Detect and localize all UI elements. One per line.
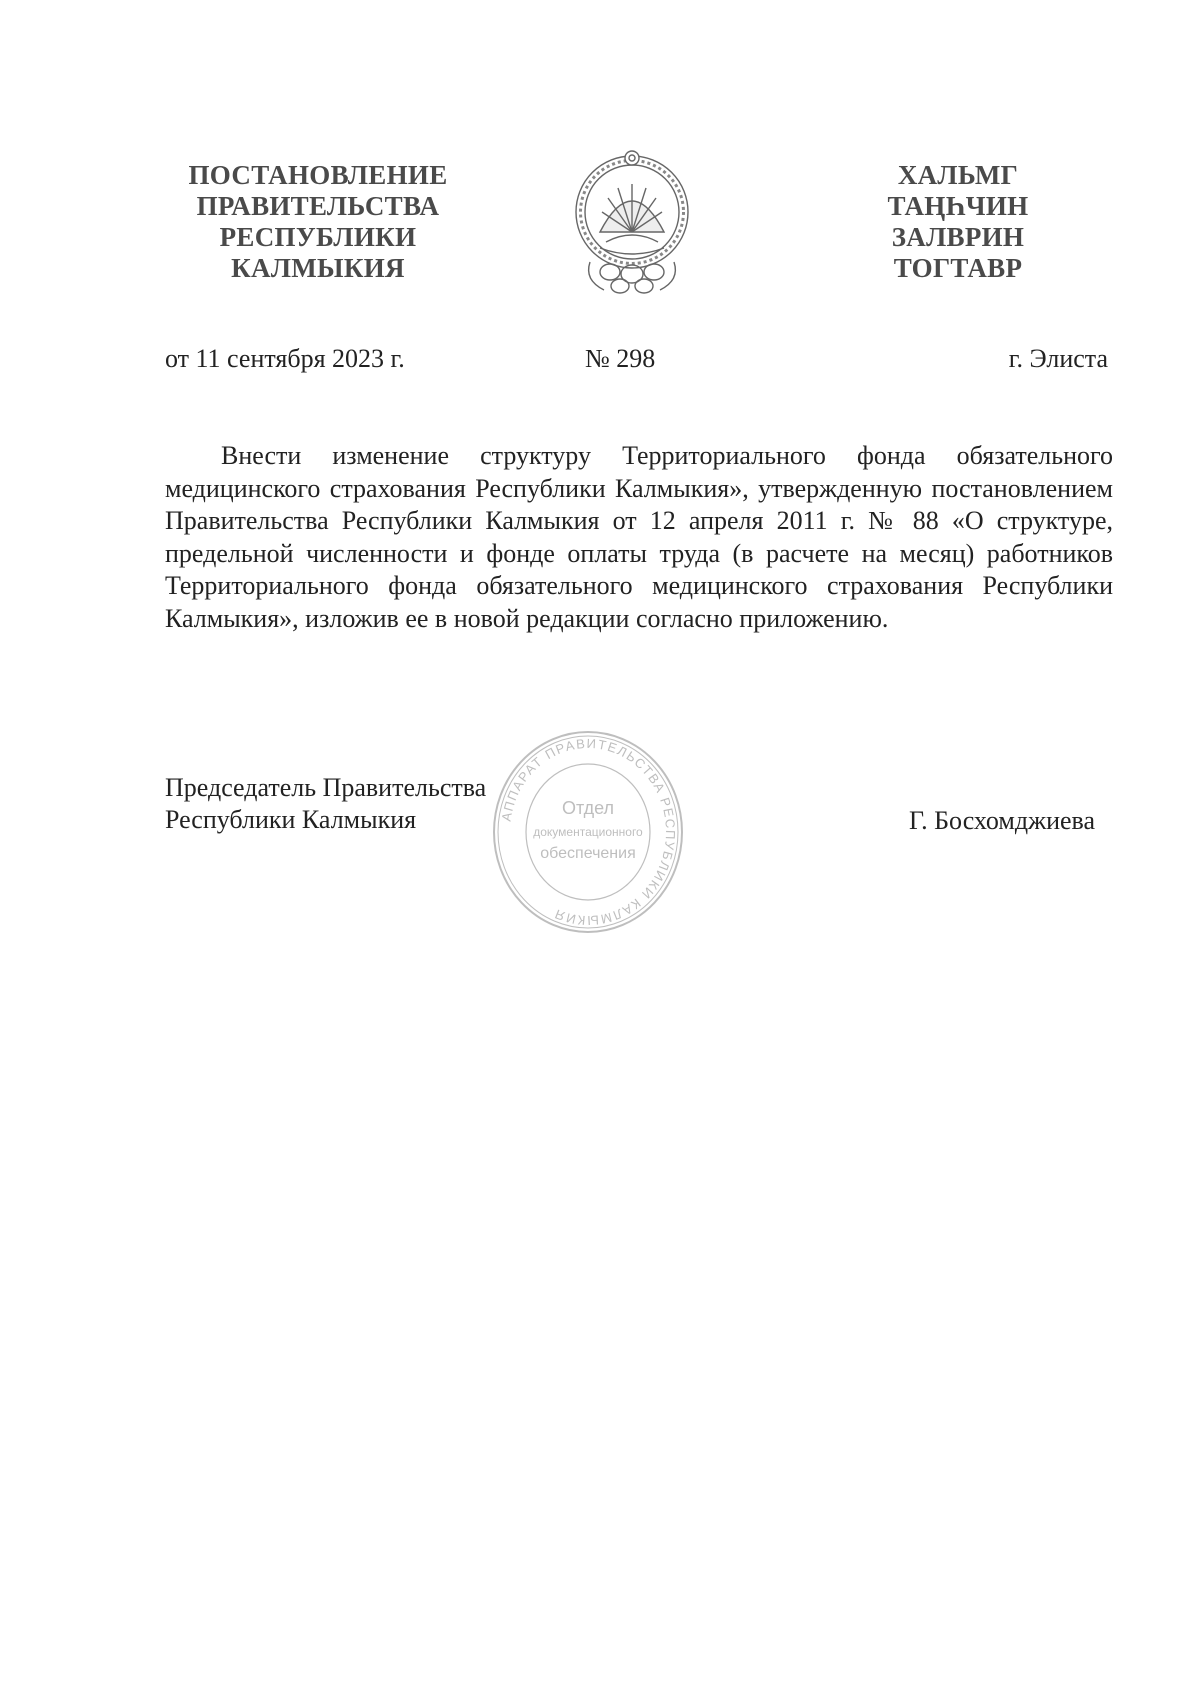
signatory-name: Г. Босхомджиева — [909, 806, 1095, 835]
header-right-line: ХАЛЬМГ — [897, 160, 1019, 190]
document-date: от 11 сентября 2023 г. — [165, 344, 405, 373]
signatory-title-line: Республики Калмыкия — [165, 805, 417, 834]
official-stamp — [488, 722, 688, 942]
signatory-title-line: Председатель Правительства — [165, 773, 487, 802]
header-right-line: ЗАЛВРИН — [891, 222, 1025, 252]
header-title-kalmyk — [858, 160, 1058, 284]
header-left-line: РЕСПУБЛИКИ — [219, 222, 417, 252]
signatory-title — [165, 772, 486, 836]
document-number: № 298 — [585, 344, 656, 373]
header-right-line: ТОГТАВР — [893, 253, 1023, 283]
stamp-center-line: документационного — [533, 825, 643, 839]
header-left-line: КАЛМЫКИЯ — [231, 253, 405, 283]
stamp-center-line: Отдел — [561, 798, 615, 818]
document-city: г. Элиста — [1008, 344, 1108, 373]
resolution-text: Внести изменение структуру Территориального фонда обязательного медицинского страхования Республики Калмыкия», утвержденную постановлением Правительства Республики Калмыкия от 12 апреля 2011 г. № 88 «О структуре, предельной численности и фонде оплаты труда (в расчете на месяц) работников Территориального фонда обязательного медицинского страхования Республики Калмыкия», изложив ее в новой редакции согласно приложению. — [165, 441, 1113, 633]
header-title-russian — [168, 160, 468, 284]
header-left-line: ПРАВИТЕЛЬСТВА — [196, 191, 440, 221]
stamp-ring-text: АППАРАТ ПРАВИТЕЛЬСТВА РЕСПУБЛИКИ КАЛМЫКИЯ — [498, 735, 679, 929]
stamp-center-line: обеспечения — [540, 845, 636, 862]
header-left-line: ПОСТАНОВЛЕНИЕ — [188, 160, 448, 190]
kalmykia-coat-of-arms-icon — [570, 150, 694, 300]
header-right-line: ТАҢҺЧИН — [887, 191, 1029, 221]
